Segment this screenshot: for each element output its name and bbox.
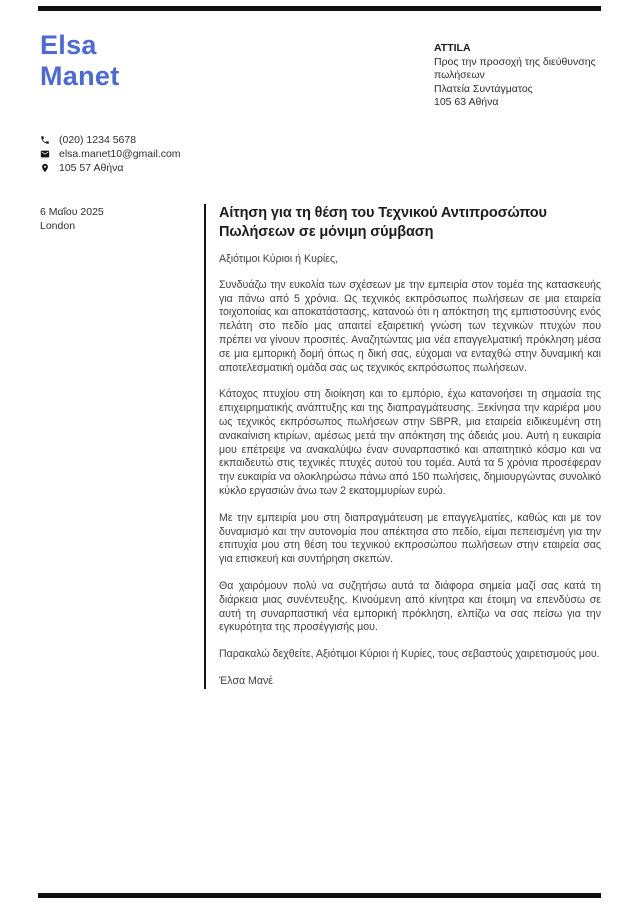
recipient-block bbox=[434, 42, 614, 109]
recipient-line: 105 63 Αθήνα bbox=[434, 95, 499, 108]
bottom-rule bbox=[38, 893, 601, 898]
sender-name bbox=[40, 30, 120, 92]
letter-salutation: Αξιότιμοι Κύριοι ή Κυρίες, bbox=[219, 253, 339, 265]
phone-icon bbox=[40, 135, 50, 145]
date-place-block bbox=[40, 206, 104, 233]
letter-date: 6 Μαΐου 2025 bbox=[40, 206, 104, 218]
letter-paragraph: Συνδυάζω την ευκολία των σχέσεων με την εμπειρία στον τομέα της κατασκευής για πάνω από 5 χρόνια. Ως τεχνικός εκπρόσωπος πωλήσεων σε μια εταιρεία τοιχοποιίας και αποκατάστασης, κατανοώ ότι η απόκτηση της εμπιστοσύνης ενός πελάτη στο πεδίο μας απαιτεί εξαιρετική γνώση των τεχνικών πτυχών που πρέπει να γίνουν προσιτές. Αναζητώντας μια νέα επαγγελματική πρόκληση μέσα σε μια εμπορική δομή όπως η δική σας, εύχομαι να ενταχθώ στην δυναμική και αποτελεσματική ομάδα σας ως τεχνικός εκπρόσωπος πωλήσεων. bbox=[219, 278, 601, 374]
letter-signature: Έλσα Μανέ bbox=[219, 674, 274, 687]
contact-email-row bbox=[40, 147, 181, 161]
letter-place: London bbox=[40, 219, 76, 232]
location-pin-icon bbox=[40, 163, 50, 173]
letter-paragraph: Κάτοχος πτυχίου στη διοίκηση και το εμπόριο, έχω κατανοήσει τη σημασία της επιχειρηματικής ανάπτυξης και της διαπραγμάτευσης. Ξεκίνησα την καριέρα μου ως τεχνικός εκπρόσωπος πωλήσεων στην SBPR, μια εταιρεία ειδικευμένη στη ανακαίνιση κτιρίων, αμέσως μετά την απόκτηση της άδειάς μου. Αυτή η ευκαιρία μου επέτρεψε να ανακαλύψω έναν συναρπαστικό και απαιτητικό κόσμο και να εκπαιδευτώ στις τεχνικές πτυχές αυτού του τομέα. Αυτά τα 5 χρόνια προσέφεραν την ευκαιρία να ολοκληρώσω πάνω από 150 πωλήσεις, δημιουργώντας συνολικό κύκλο εργασιών άνω των 2 εκατομμυρίων ευρώ. bbox=[219, 388, 601, 497]
letter-subject: Αίτηση για τη θέση του Τεχνικού Αντιπροσώπου Πωλήσεων σε μόνιμη σύμβαση bbox=[219, 205, 547, 240]
letter-paragraph: Με την εμπειρία μου στη διαπραγμάτευση με επαγγελματίες, καθώς και με τον δυναμισμό και την αυτονομία που απέκτησα στο πεδίο, είμαι πεπεισμένη για την επιτυχία μου στη θέση του τεχνικού εκπροσώπου πωλήσεων στην εταιρεία σας για επισκευή και συντήρηση σκεπών. bbox=[219, 511, 601, 566]
contact-block bbox=[40, 133, 181, 175]
sender-first-name: Elsa bbox=[40, 30, 97, 60]
recipient-company: ATTILA bbox=[434, 42, 471, 54]
envelope-icon bbox=[40, 149, 50, 159]
contact-phone: (020) 1234 5678 bbox=[59, 134, 137, 146]
top-rule bbox=[38, 6, 601, 11]
recipient-line: Πλατεία Συντάγματος bbox=[434, 82, 533, 95]
sender-last-name: Manet bbox=[40, 61, 120, 91]
letter-body bbox=[204, 204, 601, 689]
recipient-line: πωλήσεων bbox=[434, 69, 485, 82]
recipient-line: Προς την προσοχή της διεύθυνσης bbox=[434, 56, 596, 69]
contact-address-row bbox=[40, 161, 181, 175]
letter-paragraph: Παρακαλώ δεχθείτε, Αξιότιμοι Κύριοι ή Κυρίες, τους σεβαστούς χαιρετισμούς μου. bbox=[219, 648, 600, 661]
contact-phone-row bbox=[40, 133, 181, 147]
contact-email: elsa.manet10@gmail.com bbox=[59, 148, 181, 160]
contact-address: 105 57 Αθήνα bbox=[59, 162, 124, 174]
letter-paragraph: Θα χαιρόμουν πολύ να συζητήσω αυτά τα διάφορα σημεία μαζί σας κατά τη διάρκεια μιας συνέντευξης. Κινούμενη από κίνητρα και έτοιμη να επενδύσω σε αυτή τη συναρπαστική νέα εμπορική πρόκληση, ελπίζω να σας πείσω για την εγκυρότητα της προσέγγισής μου. bbox=[219, 579, 601, 634]
